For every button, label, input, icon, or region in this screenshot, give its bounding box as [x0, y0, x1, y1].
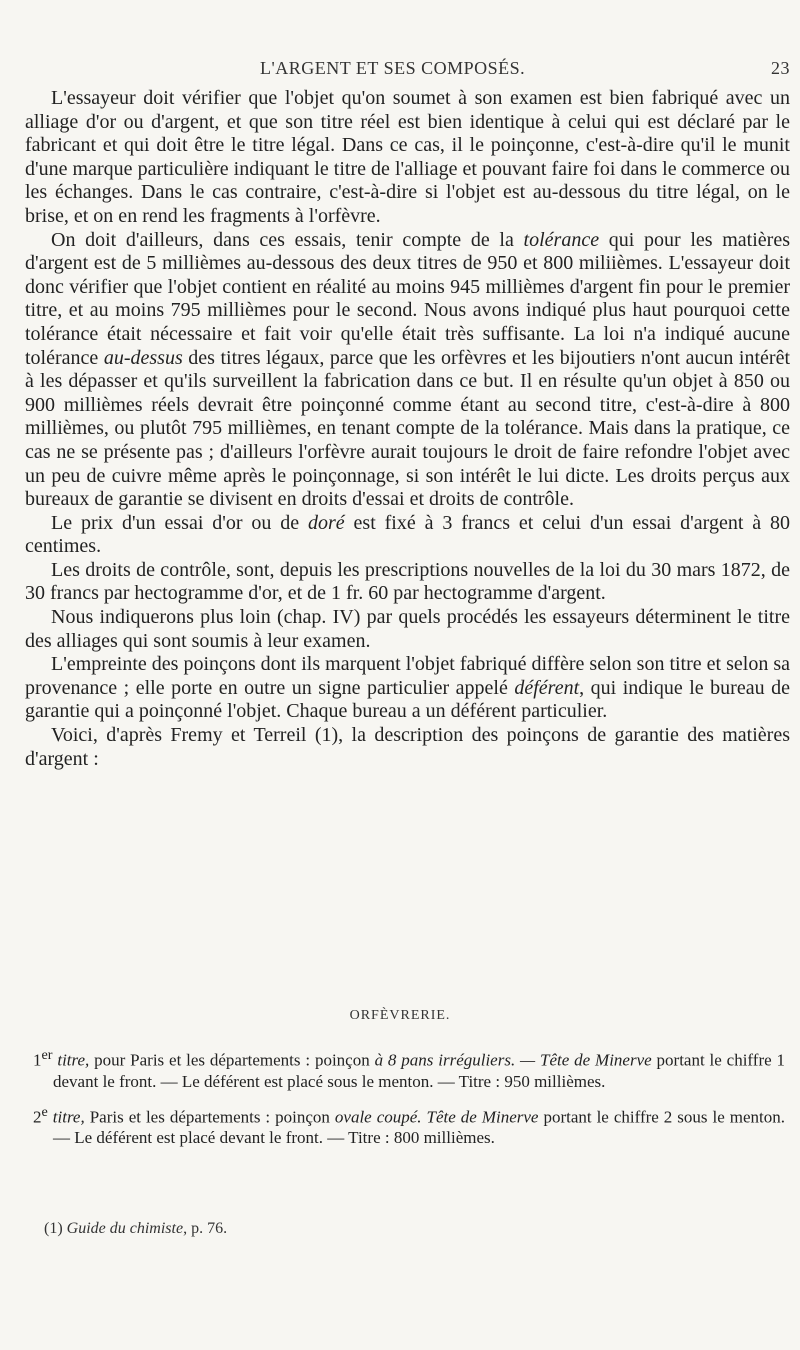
paragraph: L'empreinte des poinçons dont ils marquent l'objet fabriqué diffère selon son titre et selon sa provenance ; elle porte en outre un signe particulier appelé déférent, qui indique le bureau de garantie qui a poinçonné l'objet. Chaque bureau a un déférent particulier. — [25, 653, 790, 723]
list-item: 2e titre, Paris et les départements : poinçon ovale coupé. Tête de Minerve portant le chiffre 2 sous le menton. — Le déférent est placé devant le front. — Titre : 800 millièmes. — [33, 1103, 785, 1148]
list-item: 1er titre, pour Paris et les départements : poinçon à 8 pans irréguliers. — Tête de Minerve portant le chiffre 1 devant le front. — Le déférent est placé sous le menton. — Titre : 950 millièmes. — [33, 1047, 786, 1091]
italic-term: au-dessus — [103, 346, 183, 369]
paragraph: Les droits de contrôle, sont, depuis les prescriptions nouvelles de la loi du 30 mars 1872, de 30 francs par hectogramme d'or, et de 1 fr. 60 par hectogramme d'argent. — [25, 558, 790, 605]
section-title: ORFÈVRERIE. — [349, 1008, 451, 1023]
paragraph: L'essayeur doit vérifier que l'objet qu'on soumet à son examen est bien fabriqué avec un alliage d'or ou d'argent, et que son titre réel est bien identique à celui qui est déclaré par le fabricant et qui doit être le titre légal. Dans ce cas, il le poinçonne, c'est-à-dire qu'il le munit d'une marque particulière indiquant le titre de l'alliage et pouvant faire foi dans le commerce ou les échanges. Dans le cas contraire, c'est-à-dire si l'objet est au-dessous du titre légal, on le brise, et on en rend les fragments à l'orfèvre. — [25, 87, 790, 227]
paragraph: On doit d'ailleurs, dans ces essais, tenir compte de la tolérance qui pour les matières d'argent est de 5 millièmes au-dessous des deux titres de 950 et 800 miliièmes. L'essayeur doit donc vérifier que l'objet contient en réalité au moins 945 millièmes d'argent fin pour le premier titre, et au moins 795 millièmes pour le second. Nous avons indiqué plus haut pourquoi cette tolérance était nécessaire et fait voir qu'elle était très suffisante. La loi n'a indiqué aucune tolérance au-dessus des titres légaux, parce que les orfèvres et les bijoutiers n'ont aucun intérêt à les dépasser et qu'ils surveillent la fabrication dans ce but. Il en résulte qu'un objet à 850 ou 900 millièmes réels devrait être poinçonné comme étant au second titre, c'est-à-dire à 800 millièmes, ou plutôt 795 millièmes, en tenant compte de la tolérance. Mais dans la pratique, ce cas ne se présente pas ; d'ailleurs l'orfèvre aurait toujours le droit de faire refondre l'objet avec un peu de cuivre même après le poinçonnage, si son intérêt le lui dicte. Les droits perçus aux bureaux de garantie se divisent en droits d'essai et droits de contrôle. — [25, 228, 791, 511]
body-text — [25, 87, 790, 771]
page-number: 23 — [771, 58, 790, 78]
paragraph: Nous indiquerons plus loin (chap. IV) par quels procédés les essayeurs déterminent le titre des alliages qui sont soumis à leur examen. — [25, 606, 790, 652]
paragraph: Voici, d'après Fremy et Terreil (1), la description des poinçons de garantie des matières d'argent : — [25, 724, 790, 770]
hallmark-list — [33, 1045, 785, 1158]
footnote: (1) Guide du chimiste, p. 76. — [44, 1220, 228, 1237]
italic-term: doré — [308, 511, 345, 534]
paragraph: Le prix d'un essai d'or ou de doré est fixé à 3 francs et celui d'un essai d'argent à 80 centimes. — [25, 511, 790, 558]
running-title: L'ARGENT ET SES COMPOSÉS. — [260, 58, 526, 78]
italic-term: tolérance — [523, 228, 600, 251]
italic-term: déférent — [514, 676, 580, 699]
